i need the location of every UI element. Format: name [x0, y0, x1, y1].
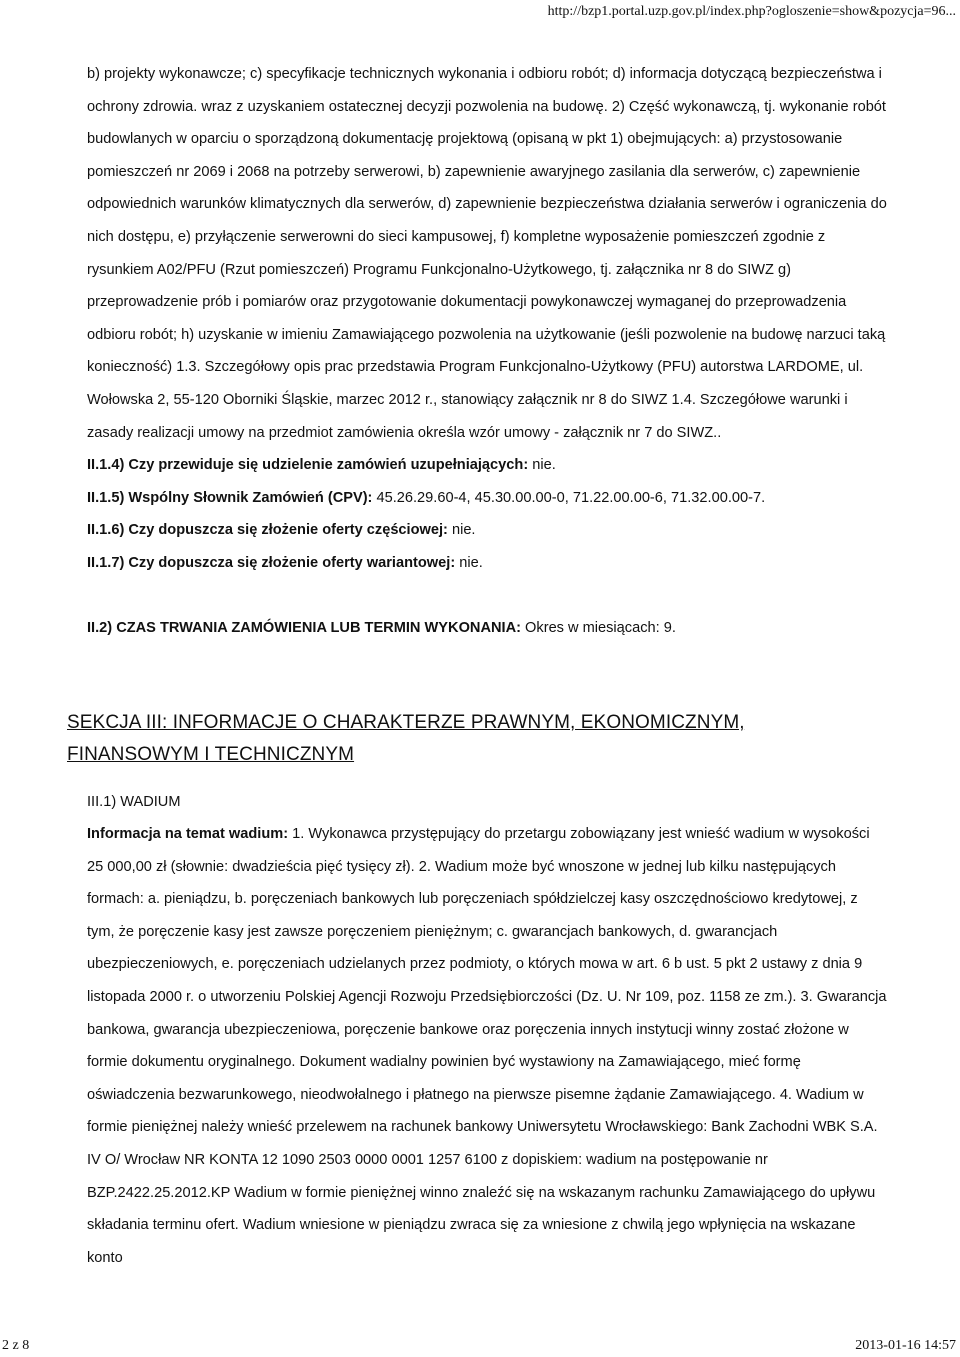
item-label: II.1.7) Czy dopuszcza się złożenie oferty wariantowej: [87, 554, 456, 571]
item-ii-1-4 [87, 449, 887, 482]
item-label: II.1.4) Czy przewiduje się udzielenie zamówień uzupełniających: [87, 457, 529, 474]
subsection-title: III.1) WADIUM [87, 794, 181, 810]
item-ii-2 [87, 612, 887, 645]
item-label: II.2) CZAS TRWANIA ZAMÓWIENIA LUB TERMIN WYKONANIA: [87, 619, 521, 636]
item-value: 45.26.29.60-4, 45.30.00.00-0, 71.22.00.00-6, 71.32.00.00-7. [372, 489, 766, 506]
wadium-text: 1. Wykonawca przystępujący do przetargu zobowiązany jest wnieść wadium w wysokości 25 000,00 zł (słownie: dwadzieścia pięć tysięcy zł). 2. Wadium może być wnoszone w jednej lub kilku następujących formach: a. pieniądzu, b. poręczeniach bankowych lub poręczeniach spółdzielczej kasy oszczędnościowo kredytowej, z tym, że poręczenie kasy jest zawsze poręczeniem pieniężnym; c. gwarancjach bankowych, d. gwarancjach ubezpieczeniowych, e. poręczeniach udzielanych przez podmioty, o których mowa w art. 6 b ust. 5 pkt 2 ustawy z dnia 9 listopada 2000 r. o utworzeniu Polskiej Agencji Rozwoju Przedsiębiorczości (Dz. U. Nr 109, poz. 1158 ze zm.). 3. Gwarancja bankowa, gwarancja ubezpieczeniowa, poręczenie bankowe oraz poręczenia innych instytucji winny zostać złożone w formie dokumentu oryginalnego. Dokument wadialny powinien być wystawiony na Zamawiającego, mieć formę oświadczenia bezwarunkowego, nieodwołalnego i płatnego na pierwsze pisemne żądanie Zamawiającego. 4. Wadium w formie pieniężnej należy wnieść przelewem na rachunek bankowy Uniwersytetu Wrocławskiego: Bank Zachodni WBK S.A. IV O/ Wrocław NR KONTA 12 1090 2503 0000 0001 1257 6100 z dopiskiem: wadium na postępowanie nr BZP.2422.25.2012.KP Wadium w formie pieniężnej winno znaleźć się na wskazanym rachunku Zamawiającego do upływu składania terminu ofert. Wadium wniesione w pieniądzu zwraca się za wniesione z chwilą jego wpłynięcia na wskazane konto [87, 826, 887, 1266]
wadium-paragraph [87, 818, 887, 1274]
item-label: II.1.5) Wspólny Słownik Zamówień (CPV): [87, 489, 373, 506]
item-value: Okres w miesiącach: 9. [521, 619, 676, 636]
item-ii-1-5 [87, 482, 887, 515]
item-value: nie. [455, 554, 483, 571]
item-ii-1-7 [87, 547, 887, 580]
main-content [87, 58, 887, 644]
item-value: nie. [447, 522, 476, 539]
item-value: nie. [528, 457, 556, 474]
page-number: 2 z 8 [2, 1338, 30, 1353]
print-timestamp: 2013-01-16 14:57 [855, 1338, 956, 1353]
section-title: SEKCJA III: INFORMACJE O CHARAKTERZE PRAWNYM, EKONOMICZNYM, FINANSOWYM I TECHNICZNYM [67, 712, 745, 765]
intro-paragraph: b) projekty wykonawcze; c) specyfikacje technicznych wykonania i odbioru robót; d) informacja dotyczącą bezpieczeństwa i ochrony zdrowia. wraz z uzyskaniem ostatecznej decyzji pozwolenia na budowę. 2) Część wykonawczą, tj. wykonanie robót budowlanych w oparciu o sporządzoną dokumentację projektową (opisaną w pkt 1) obejmujących: a) przystosowanie pomieszczeń nr 2069 i 2068 na potrzeby serwerowi, b) zapewnienie awaryjnego zasilania dla serwerów, c) zapewnienie odpowiednich warunków klimatycznych dla serwerów, d) zapewnienie bezpieczeństwa działania serwerów i ograniczenia do nich dostępu, e) przyłączenie serwerowni do sieci kampusowej, f) kompletne wyposażenie pomieszczeń zgodnie z rysunkiem A02/PFU (Rzut pomieszczeń) Programu Funkcjonalno-Użytkowego, tj. załącznika nr 8 do SIWZ g) przeprowadzenie prób i pomiarów oraz przygotowanie dokumentacji powykonawczej wymaganej do przeprowadzenia odbioru robót; h) uzyskanie w imieniu Zamawiającego pozwolenia na użytkowanie (jeśli pozwolenie na budowę narzuci taką konieczność) 1.3. Szczegółowy opis prac przedstawia Program Funkcjonalno-Użytkowy (PFU) autorstwa LARDOME, ul. Wołowska 2, 55-120 Oborniki Śląskie, marzec 2012 r., stanowiący załącznik nr 8 do SIWZ 1.4. Szczegółowe warunki i zasady realizacji umowy na przedmiot zamówienia określa wzór umowy - załącznik nr 7 do SIWZ.. [87, 66, 887, 441]
page-url: http://bzp1.portal.uzp.gov.pl/index.php?ogloszenie=show&pozycja=96... [547, 4, 956, 19]
item-label: II.1.6) Czy dopuszcza się złożenie oferty częściowej: [87, 522, 448, 539]
item-ii-1-6 [87, 514, 887, 547]
wadium-label: Informacja na temat wadium: [87, 826, 289, 842]
